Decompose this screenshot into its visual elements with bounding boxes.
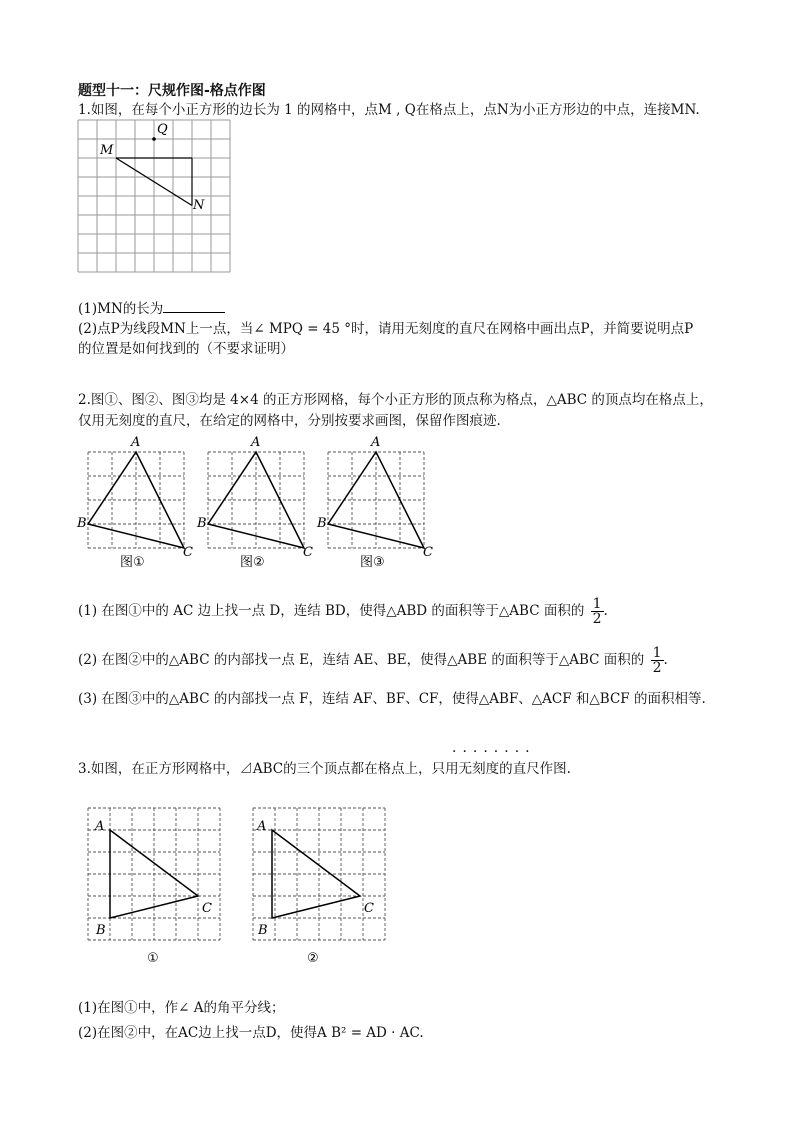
label-c: C [364, 901, 374, 916]
q2-figure-1 [77, 430, 200, 570]
q3-part1: (1)在图①中，作∠ A的角平分线； [78, 1000, 285, 1016]
figure-caption-2: 图② [240, 555, 265, 570]
label-a: A [251, 435, 261, 450]
label-m: M [100, 143, 114, 158]
figure-caption-1: ① [147, 951, 159, 966]
figure-caption-3: 图③ [360, 555, 385, 570]
q1-grid-figure [70, 112, 240, 277]
figure-caption-2: ② [307, 951, 319, 966]
answer-blank[interactable] [163, 300, 225, 313]
fraction-one-half [651, 646, 664, 675]
label-b: B [197, 516, 207, 531]
label-a: A [257, 819, 267, 834]
label-c: C [202, 901, 212, 916]
q2-figure-2 [197, 430, 320, 570]
label-a: A [371, 435, 381, 450]
label-n: N [193, 198, 205, 213]
label-c: C [423, 545, 433, 560]
q1-part2-line2: 的位置是如何找到的（不要求证明） [78, 341, 294, 357]
label-q: Q [157, 122, 168, 137]
label-b: B [317, 516, 327, 531]
figure-caption-1: 图① [120, 555, 145, 570]
q2-part3: (3) 在图③中的△ABC 的内部找一点 F，连结 AF、BF、CF，使得△ABF、△ACF 和△BCF 的面积相等. [78, 691, 706, 707]
q1-stem: 1.如图，在每个小正方形的边长为 1 的网格中，点M , Q在格点上，点N为小正方形边的中点，连接MN. [78, 102, 700, 118]
q1-part2-line1: (2)点P为线段MN上一点，当∠ MPQ = 45 °时，请用无刻度的直尺在网格中画出点P，并简要说明点P [78, 321, 694, 337]
q1-part1 [78, 300, 225, 318]
q2-part2: (2) 在图②中的△ABC 的内部找一点 E，连结 AE、BE，使得△ABE 的面积等于△ABC 面积的 $\frac{1}{2}$ . [78, 645, 668, 676]
fraction-one-half [591, 597, 604, 626]
q2-stem-line2: 仅用无刻度的直尺，在给定的网格中，分别按要求画图，保留作图痕迹. [78, 413, 501, 429]
label-b: B [77, 516, 87, 531]
q1-part1-text: (1)MN的长为 [78, 301, 164, 317]
q2-part2-text: (2) 在图②中的△ABC 的内部找一点 E，连结 AE、BE，使得△ABE 的面积等于△ABC 面积的 [78, 652, 645, 668]
label-c: C [183, 545, 193, 560]
q3-figure-1 [80, 800, 230, 970]
section-title: 题型十一：尺规作图-格点作图 [78, 83, 266, 99]
fraction-denominator: 2 [652, 660, 662, 676]
label-c: C [303, 545, 313, 560]
q3-stem: 3.如图，在正方形网格中，⊿ABC的三个顶点都在格点上，只用无刻度的直尺作图. [78, 761, 571, 777]
label-b: B [96, 923, 106, 938]
fraction-numerator: 1 [592, 596, 602, 612]
q2-part1-text: (1) 在图①中的 AC 边上找一点 D，连结 BD，使得△ABD 的面积等于△ABC 面积的 [78, 603, 585, 619]
fraction-denominator: 2 [592, 611, 602, 627]
q2-figure-3 [317, 430, 440, 570]
q2-part1: (1) 在图①中的 AC 边上找一点 D，连结 BD，使得△ABD 的面积等于△ABC 面积的 $\frac{1}{2}$ . [78, 596, 608, 627]
label-a: A [95, 819, 105, 834]
fraction-numerator: 1 [652, 645, 662, 661]
q2-stem-line1: 2.图①、图②、图③均是 4×4 的正方形网格，每个小正方形的顶点称为格点，△ABC 的顶点均在格点上， [78, 392, 713, 408]
emphasis-dots: ········ [452, 744, 536, 760]
q3-part2: (2)在图②中，在AC边上找一点D，使得A B² = AD · AC. [78, 1025, 424, 1041]
label-a: A [131, 435, 141, 450]
label-b: B [258, 923, 268, 938]
q3-figure-2 [245, 800, 395, 970]
